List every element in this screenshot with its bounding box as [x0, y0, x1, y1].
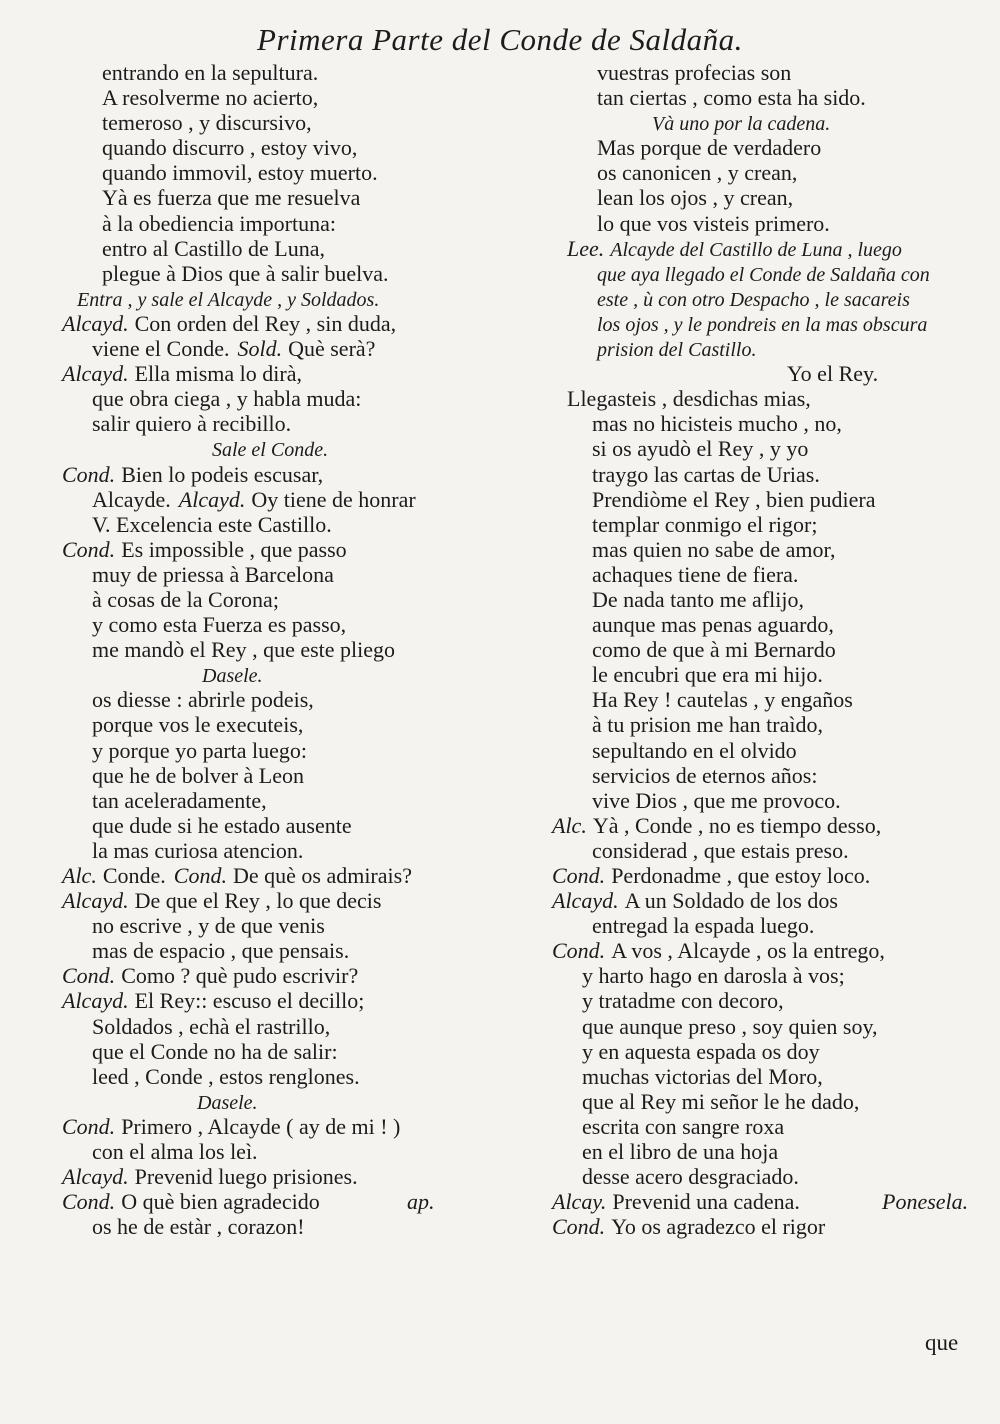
verse-text: entrando en la sepultura. [102, 60, 319, 85]
verse-line [62, 788, 502, 813]
verse-text: vuestras profecias son [597, 60, 792, 85]
verse-line [62, 988, 502, 1013]
verse-line [552, 587, 972, 612]
verse-text: que dude si he estado ausente [92, 812, 352, 838]
verse-line [62, 838, 502, 863]
verse-text: como de que à mi Bernardo [592, 637, 836, 663]
speaker-label: Alc. [552, 812, 587, 838]
verse-text: A vos , Alcayde , os la entrego, [611, 938, 885, 964]
verse-line [62, 462, 502, 487]
verse-text: escrita con sangre roxa [582, 1113, 785, 1139]
verse-line [62, 411, 502, 436]
verse-line [552, 85, 972, 110]
verse-line [552, 487, 972, 512]
running-header: Primera Parte del Conde de Saldaña. [257, 22, 743, 57]
verse-line [552, 261, 972, 286]
verse-text: A resolverme no acierto, [102, 85, 319, 111]
verse-text: Perdonadme , que estoy loco. [611, 863, 871, 888]
verse-text: desse acero desgraciado. [582, 1164, 799, 1190]
verse-text: Llegasteis , desdichas mias, [567, 386, 811, 412]
verse-text: la mas curiosa atencion. [92, 837, 304, 863]
verse-text: Prevenid luego prisiones. [134, 1164, 358, 1190]
verse-text: achaques tiene de fiera. [592, 561, 799, 587]
verse-text: considerad , que estais preso. [592, 837, 849, 863]
verse-text: y porque yo parta luego: [92, 737, 308, 763]
stage-direction: los ojos , y le pondreis en la mas obscura [597, 313, 928, 336]
speaker-label: Alcayd. [62, 888, 129, 914]
verse-text: entregad la espada luego. [592, 913, 815, 939]
verse-line [552, 637, 972, 662]
verse-text: V. Excelencia este Castillo. [92, 511, 332, 537]
verse-text: os canonicen , y crean, [597, 160, 798, 186]
verse-text: mas quien no sabe de amor, [592, 536, 836, 562]
stage-direction: Dasele. [202, 665, 263, 688]
verse-text: Alcayde. [92, 486, 171, 512]
verse-line [62, 1064, 502, 1089]
verse-text: temeroso , y discursivo, [102, 110, 312, 136]
verse-text: lean los ojos , y crean, [597, 185, 794, 211]
verse-text: que aunque preso , soy quien soy, [582, 1013, 878, 1039]
verse-line [62, 712, 502, 737]
verse-text: que he de bolver à Leon [92, 762, 304, 788]
catchword: que [925, 1330, 959, 1355]
verse-line [62, 436, 502, 461]
verse-text: sepultando en el olvido [592, 737, 797, 763]
speaker-label: Cond. [62, 461, 116, 487]
verse-text: en el libro de una hoja [582, 1139, 779, 1165]
verse-line [62, 537, 502, 562]
speaker-label: Alcayd. [178, 486, 246, 512]
verse-line [62, 637, 502, 662]
verse-text: tan aceleradamente, [92, 787, 267, 813]
verse-text: Conde. [102, 863, 166, 888]
aside-mark: ap. [407, 1189, 435, 1215]
verse-line [552, 1039, 972, 1064]
verse-text: Con orden del Rey , sin duda, [134, 310, 397, 336]
verse-line [62, 562, 502, 587]
verse-text: O què bien agradecido [121, 1189, 320, 1215]
verse-line [552, 135, 972, 160]
verse-text: Como ? què pudo escrivir? [121, 963, 359, 989]
stage-direction: Sale el Conde. [212, 439, 329, 462]
verse-text: muy de priessa à Barcelona [92, 561, 334, 587]
verse-line [62, 662, 502, 687]
verse-line [62, 185, 502, 210]
verse-text: que el Conde no ha de salir: [92, 1038, 338, 1064]
verse-line [552, 361, 972, 386]
verse-line [62, 1189, 502, 1214]
verse-line [552, 1114, 972, 1139]
stage-direction: que aya llegado el Conde de Saldaña con [597, 263, 930, 286]
verse-line [552, 1164, 972, 1189]
verse-line [552, 1139, 972, 1164]
verse-line [552, 863, 972, 888]
speaker-label: Cond. [552, 1214, 606, 1240]
verse-line [552, 462, 972, 487]
verse-text: servicios de eternos años: [592, 762, 818, 788]
verse-text: Què serà? [288, 336, 376, 362]
verse-text: De què os admirais? [232, 863, 412, 888]
verse-line [552, 311, 972, 336]
verse-text: El Rey:: escuso el decillo; [134, 988, 365, 1014]
verse-line [62, 863, 502, 888]
verse-text: aunque mas penas aguardo, [592, 612, 834, 638]
verse-text: leed , Conde , estos renglones. [92, 1063, 360, 1089]
verse-line [62, 587, 502, 612]
verse-text: y en aquesta espada os doy [582, 1038, 820, 1064]
verse-line [552, 537, 972, 562]
verse-line [552, 712, 972, 737]
verse-text: lo que vos visteis primero. [597, 210, 830, 236]
speaker-label: Cond. [62, 1189, 116, 1215]
speaker-label: Cond. [552, 863, 606, 888]
verse-line [62, 938, 502, 963]
verse-line [552, 763, 972, 788]
verse-line [62, 512, 502, 537]
verse-text: templar conmigo el rigor; [592, 511, 818, 537]
speaker-label: Alcayd. [62, 1164, 129, 1190]
verse-line [62, 813, 502, 838]
verse-text: Prevenid una cadena. [612, 1189, 800, 1215]
verse-text: Ella misma lo dirà, [134, 361, 302, 387]
verse-line [552, 286, 972, 311]
verse-line [552, 562, 972, 587]
verse-text: Prendiòme el Rey , bien pudiera [592, 486, 876, 512]
speaker-label: Alc. [62, 863, 97, 888]
verse-line [552, 411, 972, 436]
verse-line [552, 813, 972, 838]
verse-text: Mas porque de verdadero [597, 135, 822, 161]
verse-text: quando immovil, estoy muerto. [102, 160, 378, 186]
verse-text: muchas victorias del Moro, [582, 1063, 823, 1089]
verse-line [62, 1214, 502, 1239]
verse-text: plegue à Dios que à salir buelva. [102, 260, 389, 286]
speaker-label: Cond. [173, 863, 227, 888]
speaker-label: Alcay. [552, 1189, 607, 1215]
verse-line [62, 110, 502, 135]
right-column [552, 60, 972, 1239]
verse-text: que obra ciega , y habla muda: [92, 386, 362, 412]
verse-line [62, 738, 502, 763]
verse-text: Bien lo podeis escusar, [121, 461, 324, 487]
speaker-label: Alcayd. [552, 888, 619, 914]
verse-line [552, 60, 972, 85]
verse-line [62, 336, 502, 361]
verse-text: tan ciertas , como esta ha sido. [597, 85, 866, 111]
verse-text: à la obediencia importuna: [102, 210, 336, 236]
verse-line [62, 1139, 502, 1164]
verse-line [62, 60, 502, 85]
verse-text: à cosas de la Corona; [92, 586, 279, 612]
verse-line [62, 211, 502, 236]
aside-mark: Ponesela. [882, 1189, 969, 1215]
verse-text: mas no hicisteis mucho , no, [592, 411, 842, 437]
verse-line [62, 913, 502, 938]
verse-line [552, 988, 972, 1013]
verse-line [552, 386, 972, 411]
verse-line [62, 1014, 502, 1039]
verse-line [552, 687, 972, 712]
verse-text: mas de espacio , que pensais. [92, 938, 350, 964]
speaker-label: Alcayd. [62, 361, 129, 387]
verse-line [552, 185, 972, 210]
verse-line [62, 135, 502, 160]
verse-text: Es impossible , que passo [121, 536, 347, 562]
verse-text: os diesse : abrirle podeis, [92, 687, 314, 713]
verse-line [552, 1089, 972, 1114]
speaker-label: Sold. [237, 336, 283, 362]
speaker-label: Cond. [62, 536, 116, 562]
speaker-label: Alcayd. [62, 988, 129, 1014]
verse-line [62, 85, 502, 110]
stage-direction: este , ù con otro Despacho , le sacareis [597, 288, 910, 311]
verse-line [62, 1039, 502, 1064]
verse-line [62, 1114, 502, 1139]
verse-text: y tratadme con decoro, [582, 988, 784, 1014]
verse-text: salir quiero à recibillo. [92, 411, 292, 437]
verse-line [62, 763, 502, 788]
stage-direction: Và uno por la cadena. [652, 113, 831, 136]
verse-line [552, 211, 972, 236]
verse-line [552, 738, 972, 763]
verse-text: y como esta Fuerza es passo, [92, 612, 347, 638]
verse-text: Yà es fuerza que me resuelva [102, 185, 361, 211]
verse-line [62, 286, 502, 311]
verse-text: A un Soldado de los dos [624, 888, 838, 914]
speaker-label: Cond. [62, 963, 116, 989]
speaker-label: Alcayd. [62, 310, 129, 336]
verse-line [62, 487, 502, 512]
stage-direction: Entra , y sale el Alcayde , y Soldados. [77, 288, 380, 311]
verse-line [552, 110, 972, 135]
verse-line [62, 888, 502, 913]
verse-line [552, 963, 972, 988]
verse-line [552, 612, 972, 637]
verse-line [552, 336, 972, 361]
verse-line [552, 888, 972, 913]
verse-line [62, 963, 502, 988]
speaker-label: Cond. [62, 1113, 116, 1139]
verse-line [62, 160, 502, 185]
verse-text: viene el Conde. [92, 336, 230, 362]
verse-text: si os ayudò el Rey , y yo [592, 436, 809, 462]
verse-text: quando discurro , estoy vivo, [102, 135, 358, 161]
verse-line [62, 311, 502, 336]
verse-line [62, 361, 502, 386]
verse-text: no escrive , y de que venis [92, 913, 325, 939]
verse-text: traygo las cartas de Urias. [592, 461, 820, 487]
verse-line [62, 687, 502, 712]
verse-text: Yo os agradezco el rigor [611, 1214, 826, 1240]
speaker-label: Lee. [567, 235, 605, 261]
verse-line [62, 612, 502, 637]
verse-text: Yà , Conde , no es tiempo desso, [592, 812, 882, 838]
verse-text: me mandò el Rey , que este pliego [92, 637, 396, 663]
verse-text: le encubri que era mi hijo. [592, 662, 823, 688]
verse-line [552, 236, 972, 261]
verse-line [552, 1189, 972, 1214]
verse-line [552, 1064, 972, 1089]
verse-line [62, 236, 502, 261]
stage-direction: prision del Castillo. [597, 339, 757, 362]
verse-line [552, 913, 972, 938]
verse-text: con el alma los leì. [92, 1139, 258, 1165]
verse-text: De nada tanto me aflijo, [592, 586, 804, 612]
verse-line [552, 1214, 972, 1239]
verse-line [552, 160, 972, 185]
verse-line [552, 662, 972, 687]
verse-line [62, 1164, 502, 1189]
stage-direction: Alcayde del Castillo de Luna , luego [610, 238, 902, 261]
verse-line [62, 261, 502, 286]
verse-line [552, 512, 972, 537]
verse-text: que al Rey mi señor le he dado, [582, 1088, 860, 1114]
verse-line [552, 788, 972, 813]
verse-text: y harto hago en darosla à vos; [582, 963, 845, 989]
verse-text: Ha Rey ! cautelas , y engaños [592, 687, 853, 713]
verse-text: entro al Castillo de Luna, [102, 235, 325, 261]
verse-text: Soldados , echà el rastrillo, [92, 1013, 331, 1039]
verse-text: à tu prision me han traìdo, [592, 712, 823, 738]
verse-text: De que el Rey , lo que decis [134, 888, 382, 914]
verse-line [552, 838, 972, 863]
verse-line [552, 938, 972, 963]
stage-direction: Dasele. [197, 1091, 258, 1114]
verse-text: Yo el Rey. [787, 361, 879, 387]
verse-line [62, 1089, 502, 1114]
speaker-label: Cond. [552, 938, 606, 964]
verse-line [552, 1014, 972, 1039]
verse-text: porque vos le executeis, [92, 712, 304, 738]
verse-text: Primero , Alcayde ( ay de mi ! ) [121, 1113, 401, 1139]
verse-text: os he de estàr , corazon! [92, 1214, 305, 1240]
verse-line [552, 436, 972, 461]
verse-text: Oy tiene de honrar [251, 486, 416, 512]
left-column [62, 60, 502, 1239]
verse-text: vive Dios , que me provoco. [592, 787, 841, 813]
verse-line [62, 386, 502, 411]
